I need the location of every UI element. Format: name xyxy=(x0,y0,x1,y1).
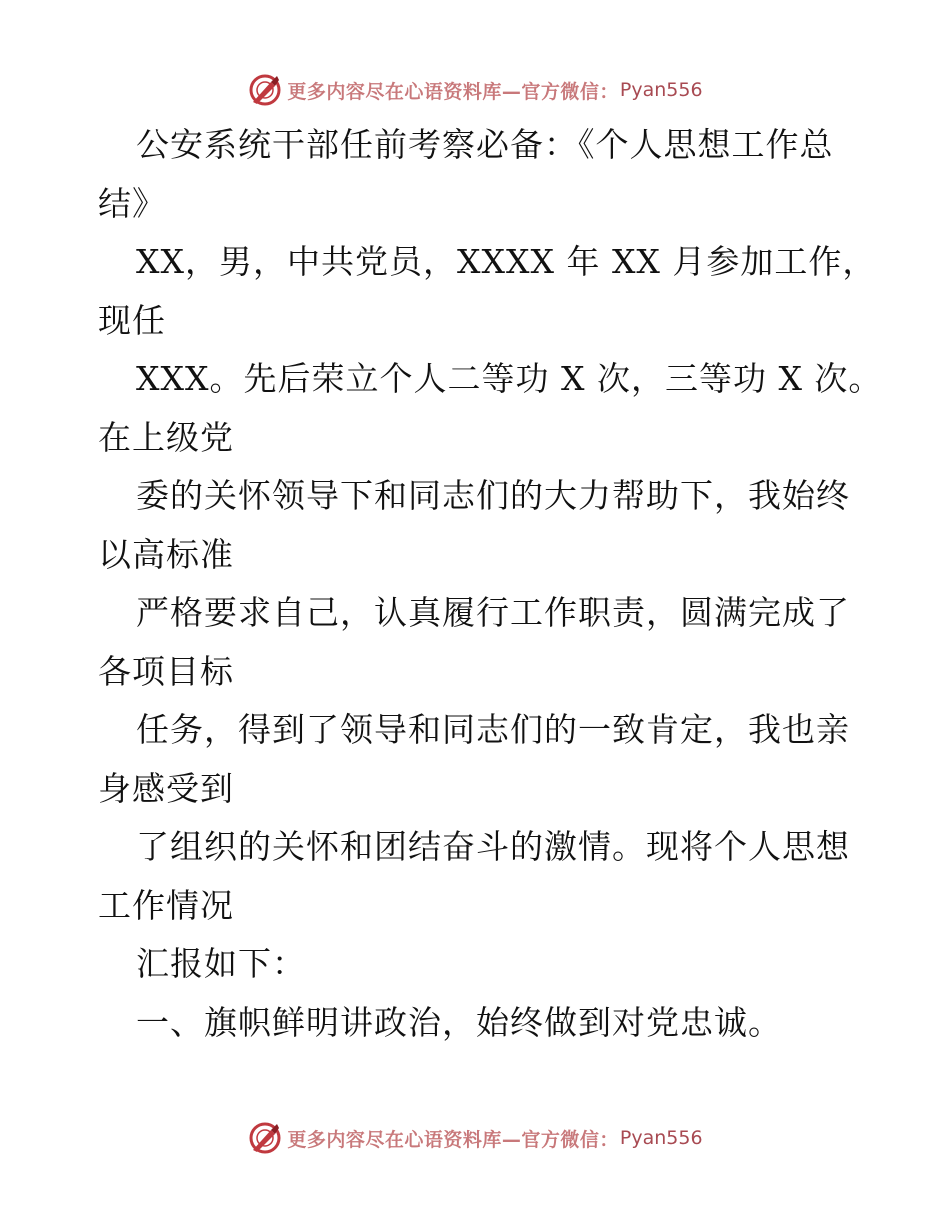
watermark-text: 更多内容尽在心语资料库—官方微信： xyxy=(287,1128,619,1151)
watermark-handle: Pyan556 xyxy=(619,1127,703,1149)
watermark-text: 更多内容尽在心语资料库—官方微信： xyxy=(287,80,619,103)
doc-paragraph-line: 现任 xyxy=(98,301,166,340)
doc-paragraph-line: XXX。先后荣立个人二等功 X 次，三等功 X 次。 xyxy=(136,359,883,398)
doc-section-heading: 一、旗帜鲜明讲政治，始终做到对党忠诚。 xyxy=(136,1003,782,1042)
doc-paragraph-line: 各项目标 xyxy=(98,652,234,691)
doc-paragraph-line: 以高标准 xyxy=(98,535,234,574)
doc-paragraph-line: 了组织的关怀和团结奋斗的激情。现将个人思想 xyxy=(136,827,850,866)
doc-paragraph-line: 工作情况 xyxy=(98,886,234,925)
pen-circle-icon xyxy=(247,1120,283,1156)
doc-paragraph-line: 汇报如下： xyxy=(136,944,306,983)
doc-paragraph-line: 严格要求自己，认真履行工作职责，圆满完成了 xyxy=(136,593,850,632)
watermark-handle: Pyan556 xyxy=(619,79,703,101)
header-watermark xyxy=(0,70,950,110)
doc-paragraph-line: 任务，得到了领导和同志们的一致肯定，我也亲 xyxy=(136,710,850,749)
doc-paragraph-line: 身感受到 xyxy=(98,769,234,808)
doc-title-line-continued: 结》 xyxy=(98,184,166,223)
doc-paragraph-line: XX，男，中共党员，XXXX 年 XX 月参加工作， xyxy=(136,242,877,281)
footer-watermark xyxy=(0,1118,950,1158)
doc-paragraph-line: 在上级党 xyxy=(98,418,234,457)
pen-circle-icon xyxy=(247,72,283,108)
doc-title-line: 公安系统干部任前考察必备：《个人思想工作总 xyxy=(136,125,834,164)
doc-paragraph-line: 委的关怀领导下和同志们的大力帮助下，我始终 xyxy=(136,476,850,515)
